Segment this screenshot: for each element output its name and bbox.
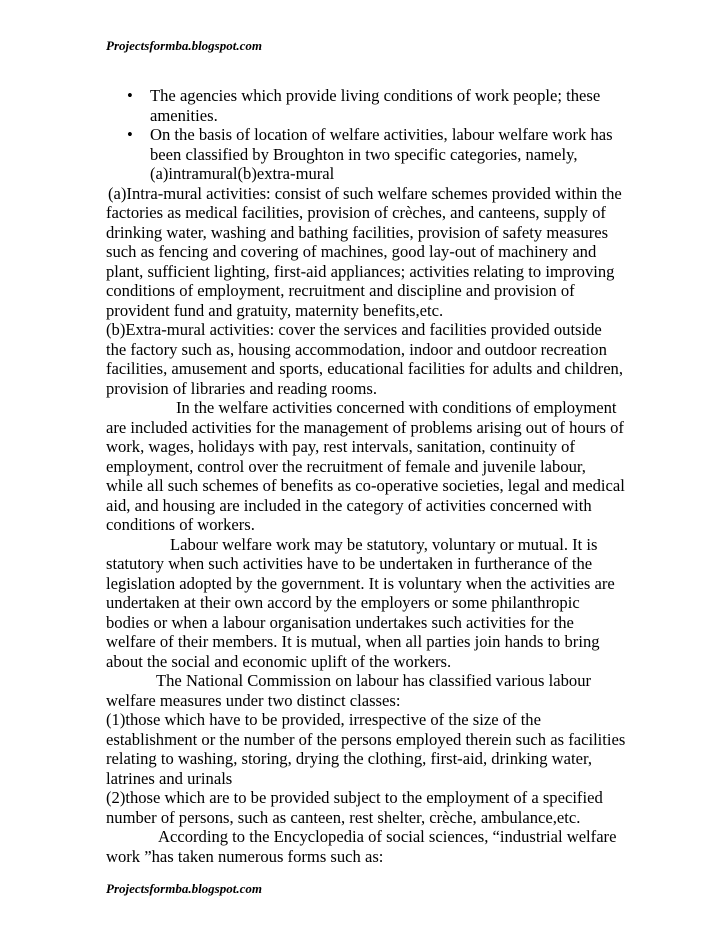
page-footer-site: Projectsformba.blogspot.com xyxy=(106,881,262,896)
paragraph-class-one: (1)those which have to be provided, irrespective of the size of the establishment or the number of the persons employed therein such as facilities relating to washing, storing, drying the clothing, first-aid, drinking water, latrines and urinals xyxy=(106,710,630,788)
bullet-icon: • xyxy=(127,86,133,105)
paragraph-class-two: (2)those which are to be provided subject to the employment of a specified number of persons, such as canteen, rest shelter, crèche, ambulance,etc. xyxy=(106,788,607,827)
paragraph-conditions: In the welfare activities concerned with conditions of employment are included activities for the management of problems arising out of hours of work, wages, holidays with pay, rest intervals, sanitation, continuity of employment, control over the recruitment of female and juvenile labour, while all such schemes of benefits as co-operative societies, legal and medical aid, and housing are included in the category of activities concerned with conditions of workers. xyxy=(106,398,629,534)
bullet-icon: • xyxy=(127,125,133,144)
page-header-site: Projectsformba.blogspot.com xyxy=(106,38,262,53)
paragraph-intra-mural: (a)Intra-mural activities: consist of such welfare schemes provided within the factories as medical facilities, provision of crèches, and canteens, supply of drinking water, washing and bathing facilities, provision of safety measures such as fencing and covering of machines, good lay-out of machinery and plant, sufficient lighting, first-aid appliances; activities relating to improving conditions of employment, recruitment and discipline and provision of provident fund and gratuity, maternity benefits,etc. xyxy=(106,183,626,320)
paragraph-statutory: Labour welfare work may be statutory, voluntary or mutual. It is statutory when such activities have to be undertaken in furtherance of the legislation adopted by the government. It is voluntary when the activities are undertaken at their own accord by the employers or some philanthropic bodies or when a labour organisation undertakes such activities for the welfare of their members. It is mutual, when all parties join hands to bring about the social and economic uplift of the workers. xyxy=(106,534,619,671)
bullet-text: The agencies which provide living conditions of work people; these amenities. xyxy=(150,86,601,125)
paragraph-extra-mural: (b)Extra-mural activities: cover the services and facilities provided outside the factory such as, housing accommodation, indoor and outdoor recreation facilities, amusement and sports, educational facilities for adults and children, provision of libraries and reading rooms. xyxy=(106,320,628,398)
bullet-item xyxy=(106,86,626,125)
paragraph-commission: The National Commission on labour has classified various labour welfare measures under two distinct classes: xyxy=(106,671,596,710)
paragraph-encyclopedia: According to the Encyclopedia of social sciences, “industrial welfare work ”has taken numerous forms such as: xyxy=(106,827,621,866)
bullet-item xyxy=(106,125,626,184)
bullet-list xyxy=(106,86,626,184)
page-body xyxy=(106,86,630,866)
bullet-text: On the basis of location of welfare activities, labour welfare work has been classified by Broughton in two specific categories, namely, (a)intramural(b)extra-mural xyxy=(150,125,613,183)
